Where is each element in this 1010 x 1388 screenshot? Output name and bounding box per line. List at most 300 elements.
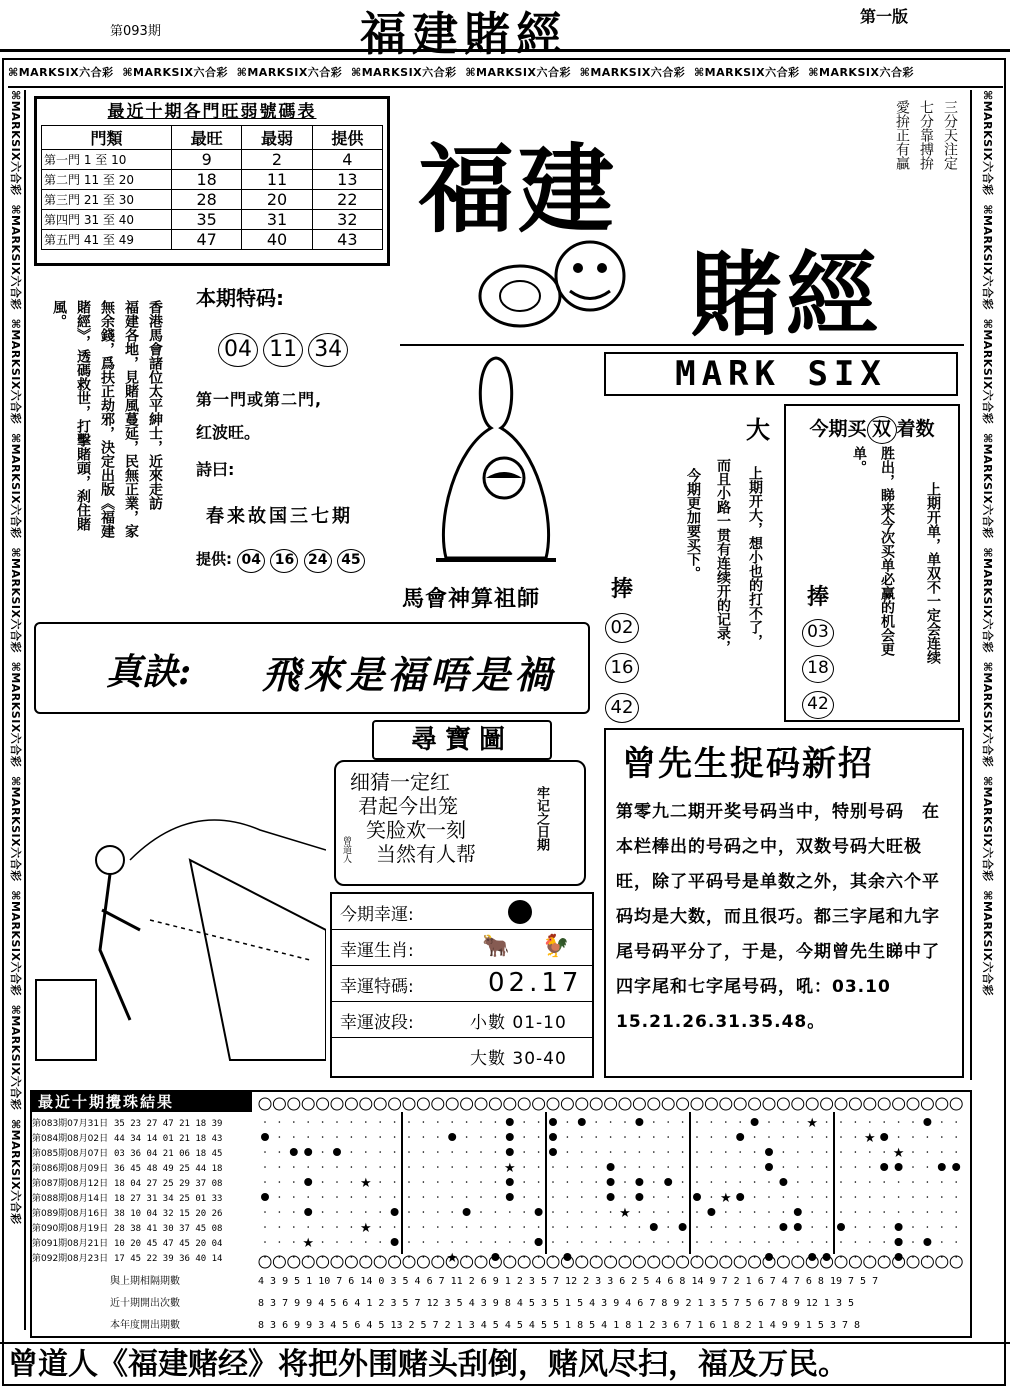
draw-mark	[549, 1118, 557, 1126]
grid-dot	[279, 1136, 281, 1138]
grid-dot	[624, 1121, 626, 1123]
grid-dot	[927, 1256, 929, 1258]
grid-dot	[855, 1181, 857, 1183]
double-section	[676, 402, 962, 724]
marquee-item: ⌘MARKSIX六合彩	[9, 1118, 22, 1225]
grid-dot	[408, 1256, 410, 1258]
grid-dot	[955, 1136, 957, 1138]
grid-dot	[754, 1256, 756, 1258]
draw-mark	[506, 1193, 514, 1201]
grid-dot	[423, 1226, 425, 1228]
grid-dot	[581, 1181, 583, 1183]
grid-dot	[351, 1241, 353, 1243]
grid-dot	[955, 1151, 957, 1153]
grid-dot	[408, 1166, 410, 1168]
draw-mark	[895, 1238, 903, 1246]
master-caption: 馬會神算祖師	[402, 587, 541, 612]
number-footer	[619, 1256, 631, 1268]
tseng-body: 第零九二期开奖号码当中，特别号码 在本栏棒出的号码之中，双数号码大旺极旺，除了平码号是单数之外，其余六个平码均是大数，而且很巧。都三字尾和九字尾号码平分了，于是，今期曾先生睇中了四字尾和七字尾号码，吼：03.10 15.21.26.31.35.48。	[616, 802, 940, 1032]
number-footer	[345, 1256, 357, 1268]
grid-dot	[696, 1211, 698, 1213]
grid-dot	[739, 1211, 741, 1213]
draw-mark	[304, 1208, 312, 1216]
treasure-map	[328, 718, 594, 888]
grid-dot	[509, 1211, 511, 1213]
treasure-scroll	[334, 760, 586, 886]
number-header	[950, 1098, 962, 1110]
grid-dot	[523, 1256, 525, 1258]
grid-dot	[351, 1121, 353, 1123]
grid-dot	[797, 1196, 799, 1198]
marquee-item: ⌘MARKSIX六合彩	[808, 66, 914, 79]
draw-mark	[736, 1133, 744, 1141]
grid-dot	[480, 1136, 482, 1138]
special-ball: 34	[308, 333, 348, 367]
peng-label: 捧	[610, 577, 633, 602]
rooster-icon: 🐓	[542, 934, 570, 959]
grid-dot	[523, 1226, 525, 1228]
grid-dot	[466, 1121, 468, 1123]
number-header	[835, 1098, 847, 1110]
special-star: ★	[359, 1176, 372, 1191]
grid-dot	[451, 1151, 453, 1153]
grid-dot	[682, 1166, 684, 1168]
tseng-title: 曾先生捉码新招	[622, 744, 874, 784]
grid-dot	[811, 1136, 813, 1138]
row-range: 11 至 20	[83, 173, 135, 187]
grid-dot	[394, 1136, 396, 1138]
grid-dot	[667, 1256, 669, 1258]
grid-dot	[768, 1226, 770, 1228]
landscape-illustration	[30, 720, 326, 1070]
grid-dot	[840, 1136, 842, 1138]
max-cell: 9	[172, 150, 242, 170]
grid-dot	[610, 1241, 612, 1243]
grid-dot	[898, 1196, 900, 1198]
draw-row	[32, 1131, 258, 1146]
grid-dot	[293, 1241, 295, 1243]
number-header	[374, 1098, 386, 1110]
left-marquee	[4, 90, 26, 1330]
grid-dot	[322, 1151, 324, 1153]
grid-dot	[826, 1151, 828, 1153]
grid-dot	[336, 1181, 338, 1183]
grid-dot	[624, 1151, 626, 1153]
grid-dot	[264, 1256, 266, 1258]
grid-dot	[451, 1196, 453, 1198]
stat-row	[32, 1316, 972, 1338]
grid-dot	[567, 1211, 569, 1213]
grid-dot	[696, 1151, 698, 1153]
number-footer	[907, 1256, 919, 1268]
grid-dot	[595, 1241, 597, 1243]
grid-dot	[826, 1136, 828, 1138]
min-cell: 31	[242, 210, 312, 230]
grid-dot	[711, 1166, 713, 1168]
grid-dot	[466, 1196, 468, 1198]
grid-dot	[840, 1196, 842, 1198]
draw-mark	[333, 1148, 341, 1156]
draw-mark	[779, 1178, 787, 1186]
grid-dot	[322, 1136, 324, 1138]
intro-col: 無余錢，爲扶正劫邪，決定出版《福建	[99, 300, 115, 538]
draw-mark	[693, 1193, 701, 1201]
grid-dot	[567, 1241, 569, 1243]
special-star: ★	[719, 1191, 732, 1206]
row-range: 1 至 10	[83, 153, 127, 167]
grid-dot	[639, 1166, 641, 1168]
marquee-item: ⌘MARKSIX六合彩	[693, 66, 800, 79]
grid-dot	[624, 1241, 626, 1243]
grid-dot	[279, 1181, 281, 1183]
grid-dot	[423, 1121, 425, 1123]
grid-dot	[739, 1226, 741, 1228]
draw-mark	[563, 1253, 571, 1261]
treasure-line: 细猜一定红	[350, 770, 450, 794]
draw-mark	[506, 1133, 514, 1141]
grid-dot	[567, 1226, 569, 1228]
grid-dot	[711, 1151, 713, 1153]
grid-dot	[423, 1211, 425, 1213]
draw-mark	[549, 1148, 557, 1156]
draw-label: 第083期07月31日	[32, 1119, 109, 1129]
grid-dot	[797, 1181, 799, 1183]
grid-dot	[855, 1256, 857, 1258]
grid-dot	[610, 1211, 612, 1213]
grid-dot	[840, 1256, 842, 1258]
grid-dot	[451, 1166, 453, 1168]
grid-dot	[653, 1151, 655, 1153]
draw-mark	[607, 1163, 615, 1171]
grid-dot	[898, 1136, 900, 1138]
draw-mark	[794, 1208, 802, 1216]
draw-balls: 10 20 45 47 45 20 04	[114, 1239, 223, 1249]
grid-dot	[423, 1256, 425, 1258]
grid-dot	[394, 1151, 396, 1153]
draw-balls: 36 45 48 49 25 44 18	[114, 1164, 223, 1174]
marquee-item: ⌘MARKSIX六合彩	[981, 318, 994, 425]
grid-dot	[538, 1136, 540, 1138]
grid-dot	[365, 1151, 367, 1153]
draw-mark	[837, 1223, 845, 1231]
issue-number: 第093期	[110, 24, 161, 39]
grid-dot	[811, 1196, 813, 1198]
draw-mark	[895, 1253, 903, 1261]
grid-dot	[351, 1226, 353, 1228]
grid-dot	[682, 1136, 684, 1138]
grid-dot	[941, 1181, 943, 1183]
lucky-row	[332, 1038, 592, 1074]
grid-dot	[552, 1166, 554, 1168]
provide-ball: 16	[270, 549, 298, 573]
draw-mark	[650, 1223, 658, 1231]
grid-dot	[811, 1166, 813, 1168]
grid-dot	[423, 1136, 425, 1138]
table-row	[42, 190, 383, 210]
logo-line1: 福建	[418, 133, 618, 246]
grid-dot	[523, 1151, 525, 1153]
grid-dot	[739, 1256, 741, 1258]
marquee-item: ⌘MARKSIX六合彩	[981, 204, 994, 310]
grid-dot	[754, 1241, 756, 1243]
number-header	[317, 1098, 329, 1110]
grid-dot	[379, 1241, 381, 1243]
number-footer	[273, 1256, 285, 1268]
grid-dot	[495, 1136, 497, 1138]
grid-dot	[538, 1196, 540, 1198]
grid-dot	[639, 1256, 641, 1258]
number-footer	[734, 1256, 746, 1268]
number-header	[691, 1098, 703, 1110]
grid-dot	[826, 1181, 828, 1183]
draw-mark	[765, 1148, 773, 1156]
marquee-item: ⌘MARKSIX六合彩	[9, 90, 22, 196]
grid-dot	[711, 1121, 713, 1123]
grid-dot	[423, 1196, 425, 1198]
number-footer	[302, 1256, 314, 1268]
grid-dot	[754, 1136, 756, 1138]
number-header	[878, 1098, 890, 1110]
grid-dot	[883, 1241, 885, 1243]
grid-dot	[667, 1166, 669, 1168]
draw-mark	[549, 1133, 557, 1141]
draw-mark	[664, 1178, 672, 1186]
grid-dot	[293, 1256, 295, 1258]
max-cell: 18	[172, 170, 242, 190]
max-cell: 28	[172, 190, 242, 210]
intro-text	[40, 300, 170, 590]
grid-dot	[264, 1151, 266, 1153]
grid-dot	[365, 1136, 367, 1138]
master-illustration	[416, 348, 576, 578]
grid-dot	[912, 1136, 914, 1138]
draw-label: 第091期08月21日	[32, 1239, 109, 1249]
treasure-line: 君起今出笼	[358, 794, 458, 818]
grid-dot	[523, 1166, 525, 1168]
grid-dot	[754, 1226, 756, 1228]
grid-dot	[307, 1226, 309, 1228]
grid-dot	[754, 1181, 756, 1183]
grid-dot	[912, 1121, 914, 1123]
number-footer	[403, 1256, 415, 1268]
grid-dot	[365, 1211, 367, 1213]
marquee-item: ⌘MARKSIX六合彩	[579, 66, 686, 79]
number-footer	[518, 1256, 530, 1268]
grid-dot	[739, 1121, 741, 1123]
grid-dot	[495, 1181, 497, 1183]
grid-dot	[351, 1256, 353, 1258]
grid-dot	[567, 1121, 569, 1123]
grid-dot	[523, 1136, 525, 1138]
grid-dot	[595, 1166, 597, 1168]
grid-dot	[581, 1196, 583, 1198]
grid-dot	[927, 1181, 929, 1183]
stat-row	[32, 1294, 972, 1316]
draw-row	[32, 1176, 258, 1191]
marquee-item: ⌘MARKSIX六合彩	[465, 66, 571, 79]
grid-dot	[941, 1151, 943, 1153]
grid-dot	[336, 1226, 338, 1228]
grid-dot	[581, 1211, 583, 1213]
grid-dot	[480, 1211, 482, 1213]
lucky-value: 小數 01-10	[470, 1013, 567, 1033]
number-footer	[475, 1256, 487, 1268]
grid-dot	[293, 1121, 295, 1123]
grid-dot	[437, 1241, 439, 1243]
min-cell: 20	[242, 190, 312, 210]
grid-dot	[451, 1181, 453, 1183]
number-header	[389, 1098, 401, 1110]
grid-dot	[754, 1166, 756, 1168]
number-footer	[878, 1256, 890, 1268]
stat-values: 4 3 9 5 1 10 7 6 14 0 3 5 4 6 7 11 2 6 9 1 2 3 5 7 12 2 3 3 6 2 5 4 6 8 14 9 7 2 1 6 7 4 7 6 8 19 7 5 7	[258, 1276, 879, 1287]
draw-row	[32, 1146, 258, 1161]
grid-dot	[351, 1151, 353, 1153]
grid-dot	[279, 1166, 281, 1168]
grid-dot	[927, 1211, 929, 1213]
grid-dot	[336, 1256, 338, 1258]
draw-balls: 17 45 22 39 36 40 14	[114, 1254, 223, 1264]
grid-dot	[869, 1256, 871, 1258]
number-header	[432, 1098, 444, 1110]
grid-dot	[869, 1211, 871, 1213]
marquee-item: ⌘MARKSIX六合彩	[9, 1004, 22, 1111]
grid-dot	[912, 1166, 914, 1168]
grid-dot	[264, 1181, 266, 1183]
grid-dot	[322, 1241, 324, 1243]
double-text-b2: 上期开单，单双不一定会连续	[925, 482, 941, 664]
number-footer	[374, 1256, 386, 1268]
draw-row	[32, 1206, 258, 1221]
number-header	[259, 1098, 271, 1110]
lucky-ball	[508, 900, 532, 924]
draw-label: 第087期08月12日	[32, 1179, 109, 1189]
grid-dot	[480, 1196, 482, 1198]
grid-dot	[696, 1226, 698, 1228]
special-star: ★	[892, 1146, 905, 1161]
draw-mark	[880, 1163, 888, 1171]
grid-dot	[711, 1181, 713, 1183]
marquee-item: ⌘MARKSIX六合彩	[9, 775, 22, 882]
draw-balls: 18 04 27 25 29 37 08	[114, 1179, 223, 1189]
marquee-item: ⌘MARKSIX六合彩	[981, 775, 994, 882]
grid-dot	[725, 1121, 727, 1123]
grid-dot	[639, 1136, 641, 1138]
draw-rows	[32, 1116, 258, 1266]
grid-dot	[682, 1181, 684, 1183]
draw-mark	[607, 1178, 615, 1186]
grid-dot	[322, 1226, 324, 1228]
grid-dot	[567, 1151, 569, 1153]
draw-label: 第086期08月09日	[32, 1164, 109, 1174]
draws-title: 最近十期攪珠結果	[32, 1092, 252, 1112]
grid-dot	[725, 1166, 727, 1168]
marquee-item: ⌘MARKSIX六合彩	[350, 66, 457, 79]
number-footer	[331, 1256, 343, 1268]
grid-dot	[783, 1121, 785, 1123]
grid-dot	[739, 1181, 741, 1183]
draw-mark	[880, 1133, 888, 1141]
stats-table-title: 最近十期各門旺弱號碼表	[107, 102, 317, 122]
marquee-item: ⌘MARKSIX六合彩	[981, 547, 994, 653]
number-header	[273, 1098, 285, 1110]
number-footer	[835, 1256, 847, 1268]
grid-dot	[322, 1256, 324, 1258]
number-footer	[389, 1256, 401, 1268]
grid-dot	[653, 1256, 655, 1258]
grid-dot	[855, 1196, 857, 1198]
grid-dot	[941, 1241, 943, 1243]
grid-dot	[639, 1226, 641, 1228]
grid-dot	[336, 1196, 338, 1198]
draw-mark	[290, 1148, 298, 1156]
draw-mark	[506, 1118, 514, 1126]
number-header	[461, 1098, 473, 1110]
draw-mark	[808, 1253, 816, 1261]
grid-dot	[351, 1181, 353, 1183]
grid-dot	[826, 1226, 828, 1228]
grid-dot	[581, 1241, 583, 1243]
grid-dot	[552, 1256, 554, 1258]
marquee-item: ⌘MARKSIX六合彩	[981, 432, 994, 539]
draw-mark	[679, 1223, 687, 1231]
grid-dot	[595, 1136, 597, 1138]
double-peng	[798, 580, 838, 719]
grid-dot	[279, 1121, 281, 1123]
grid-dot	[379, 1136, 381, 1138]
grid-dot	[783, 1211, 785, 1213]
stat-label: 本年度開出期數	[110, 1320, 180, 1331]
grid-dot	[826, 1166, 828, 1168]
grid-dot	[811, 1226, 813, 1228]
grid-dot	[307, 1136, 309, 1138]
treasure-title: 尋寶圖	[372, 720, 552, 760]
grid-dot	[279, 1226, 281, 1228]
special-ball: 11	[263, 333, 303, 367]
grid-dot	[379, 1151, 381, 1153]
grid-dot	[552, 1226, 554, 1228]
number-header	[648, 1098, 660, 1110]
grid-dot	[739, 1166, 741, 1168]
grid-dot	[696, 1181, 698, 1183]
grid-dot	[883, 1256, 885, 1258]
grid-dot	[682, 1196, 684, 1198]
grid-dot	[826, 1211, 828, 1213]
max-cell: 35	[172, 210, 242, 230]
grid-dot	[610, 1136, 612, 1138]
grid-dot	[495, 1121, 497, 1123]
grid-dot	[480, 1181, 482, 1183]
draw-mark	[304, 1178, 312, 1186]
grid-dot	[927, 1196, 929, 1198]
intro-col: 風。	[51, 300, 67, 328]
special-star: ★	[863, 1131, 876, 1146]
grid-dot	[869, 1166, 871, 1168]
number-header	[518, 1098, 530, 1110]
grid-dot	[783, 1256, 785, 1258]
grid-dot	[768, 1196, 770, 1198]
grid-dot	[725, 1256, 727, 1258]
heading-post: 着数	[896, 418, 935, 440]
grid-dot	[855, 1226, 857, 1228]
grid-dot	[379, 1121, 381, 1123]
grid-dot	[855, 1136, 857, 1138]
grid-dot	[725, 1226, 727, 1228]
grid-dot	[379, 1256, 381, 1258]
number-footer	[921, 1256, 933, 1268]
grid-dot	[797, 1241, 799, 1243]
number-header	[547, 1098, 559, 1110]
